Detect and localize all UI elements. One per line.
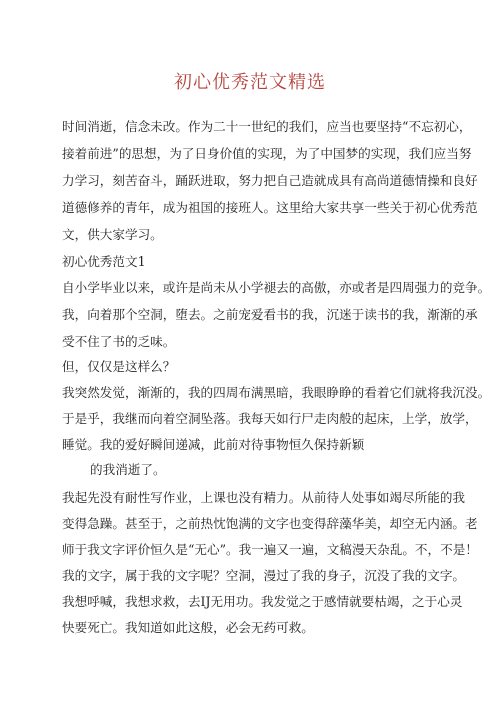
paragraph-line: 师于我文字评价恒久是“无心”。我一遍又一遍，文稿漫天杂乱。不，不是！: [62, 542, 478, 557]
paragraph-line: 我起先没有耐性写作业，上课也没有精力。从前待人处事如竭尽所能的我: [62, 490, 465, 505]
paragraph-line: 我的文字，属于我的文字呢？空洞，漫过了我的身子，沉没了我的文字。: [62, 568, 465, 583]
paragraph-line: 快要死亡。我知道如此这般，必会无药可救。: [62, 620, 314, 635]
paragraph-line: 我想呼喊，我想求救，去IJ无用功。我发觉之于感情就要枯竭，之于心灵: [62, 594, 463, 609]
paragraph-line: 时间消逝，信念未改。作为二十一世纪的我们，应当也要坚持“不忘初心，: [62, 119, 472, 134]
paragraph-line: 睡觉。我的爱好瞬间递减，此前对待事物恒久保持新颖: [62, 437, 365, 452]
section-heading: 初心优秀范文1: [62, 254, 146, 269]
paragraph-line: 我，向着那个空洞，堕去。之前宠爱看书的我，沉迷于读书的我，渐渐的承: [62, 307, 478, 322]
paragraph-line: 自小学毕业以来，或许是尚未从小学褪去的高傲，亦或者是四周强力的竞争。: [62, 280, 491, 295]
paragraph-line: 的我消逝了。: [90, 462, 166, 477]
paragraph-line: 但，仅仅是这样么？: [62, 359, 176, 374]
paragraph-line: 受不住了书的乏味。: [62, 334, 176, 349]
paragraph-line: 接着前进”的思想，为了日身价值的实现，为了中国梦的实现，我们应当努: [62, 146, 472, 161]
paragraph-line: 文，供大家学习。: [62, 227, 163, 242]
paragraph-line: 变得急躁。甚至于，之前热忱饱满的文字也变得辞藻华美，却空无内涵。老: [62, 516, 478, 531]
paragraph-line: 道德修养的青年，成为祖国的接班人。这里给大家共享一些关于初心优秀范: [62, 200, 478, 215]
paragraph-line: 我突然发觉，渐渐的，我的四周布满黑暗，我眼睁睁的看着它们就将我沉没。: [62, 385, 491, 400]
paragraph-line: 力学习，刻苦奋斗，踊跃进取，努力把自己造就成具有高尚道德情操和良好: [62, 173, 478, 188]
document-title: 初心优秀范文精选: [174, 72, 326, 93]
paragraph-line: 于是乎，我继而向着空洞坠落。我每天如行尸走肉般的起床，上学，放学，: [62, 411, 478, 426]
